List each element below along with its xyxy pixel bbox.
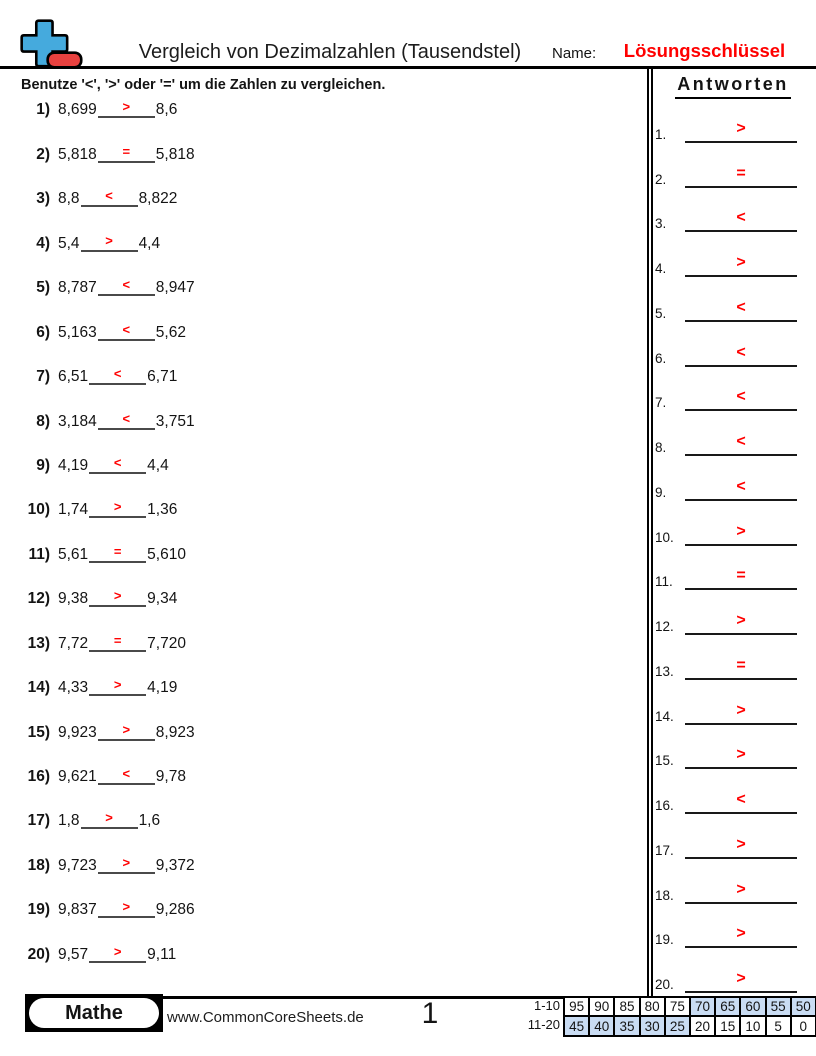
problem-answer-blank xyxy=(89,941,146,963)
problem-answer-blank xyxy=(98,852,155,874)
problem-answer-symbol: < xyxy=(122,321,131,337)
answers-heading: Antworten xyxy=(675,74,791,99)
problem-answer-blank xyxy=(81,807,138,829)
problem-number: 2) xyxy=(36,145,50,163)
problem-answer-blank xyxy=(98,408,155,430)
answer-row xyxy=(652,948,812,993)
problem-right-value: 1,6 xyxy=(138,812,161,830)
problem-row xyxy=(22,563,637,607)
answer-number: 11. xyxy=(655,574,673,590)
answer-number: 2. xyxy=(655,171,667,187)
problem-right-value: 9,11 xyxy=(147,945,177,963)
problem-left-value: 4,19 xyxy=(58,456,89,474)
problem-answer-blank xyxy=(89,452,146,474)
problem-right-value: 4,4 xyxy=(138,234,161,252)
instruction-text: Benutze '<', '>' oder '=' um die Zahlen zu vergleichen. xyxy=(21,77,386,93)
problem-left-value: 8,699 xyxy=(58,101,97,119)
problem-left-value: 9,621 xyxy=(58,768,97,785)
score-row1-label: 1-10 xyxy=(533,998,560,1013)
answer-symbol: > xyxy=(736,970,746,987)
problem-right-value: 3,751 xyxy=(155,412,195,430)
problem-row xyxy=(22,874,637,918)
answer-row xyxy=(652,411,812,456)
problem-number: 8) xyxy=(36,412,50,430)
answer-blank xyxy=(685,298,797,322)
problem-row xyxy=(22,474,637,518)
problem-left-value: 9,837 xyxy=(58,901,97,919)
answer-row xyxy=(652,232,812,277)
problem-answer-symbol: < xyxy=(105,188,113,204)
answer-row xyxy=(652,98,812,143)
problem-answer-blank xyxy=(98,141,155,163)
score-row-2 xyxy=(564,1016,816,1035)
problem-row xyxy=(22,785,637,829)
problem-left-value: 1,74 xyxy=(58,501,89,519)
answer-row xyxy=(652,143,812,188)
answer-blank xyxy=(685,477,797,501)
answer-row xyxy=(652,188,812,233)
score-row-1 xyxy=(564,997,816,1016)
answer-row xyxy=(652,546,812,591)
answer-number: 3. xyxy=(655,216,667,232)
problem-number: 18) xyxy=(27,856,50,874)
answer-symbol: > xyxy=(736,612,746,629)
answer-symbol: < xyxy=(736,477,746,495)
answer-key-label: Lösungsschlüssel xyxy=(623,40,786,61)
answer-blank xyxy=(685,208,797,232)
problem-left-value: 8,787 xyxy=(58,279,97,297)
problem-right-value: 8,923 xyxy=(155,723,195,741)
problem-answer-blank xyxy=(98,763,155,785)
answer-symbol: = xyxy=(736,567,746,585)
name-label: Name: xyxy=(552,45,597,62)
problem-answer-blank xyxy=(98,896,155,918)
problem-row xyxy=(22,118,637,162)
problem-row xyxy=(22,829,637,873)
problem-left-value: 9,923 xyxy=(58,723,97,741)
answer-blank xyxy=(685,835,797,859)
score-cell: 40 xyxy=(589,1016,614,1035)
answer-row xyxy=(652,590,812,635)
answer-symbol: > xyxy=(736,746,746,764)
answer-row xyxy=(652,814,812,859)
problem-number: 12) xyxy=(27,590,50,608)
website-url: www.CommonCoreSheets.de xyxy=(167,1009,364,1026)
score-cell: 90 xyxy=(589,997,614,1016)
problem-answer-symbol: < xyxy=(113,366,122,382)
score-row2-label: 11-20 xyxy=(527,1016,560,1032)
problem-left-value: 6,51 xyxy=(58,368,89,386)
problem-left-value: 3,184 xyxy=(58,412,97,430)
problem-right-value: 5,610 xyxy=(147,545,186,563)
answer-row xyxy=(652,277,812,322)
answer-row xyxy=(652,859,812,904)
answer-number: 4. xyxy=(655,261,667,276)
problem-right-value: 4,19 xyxy=(147,679,178,697)
score-cell: 35 xyxy=(614,1016,639,1035)
problem-right-value: 5,62 xyxy=(155,323,186,341)
problem-right-value: 9,286 xyxy=(155,901,195,919)
subject-badge xyxy=(25,994,163,1032)
answer-number: 1. xyxy=(655,126,667,142)
answer-number: 14. xyxy=(655,708,674,724)
problem-answer-symbol: < xyxy=(122,277,131,293)
problem-number: 11) xyxy=(28,545,50,563)
problem-answer-blank xyxy=(89,630,146,652)
answer-symbol: < xyxy=(736,343,746,361)
problem-row xyxy=(22,385,637,429)
answer-number: 12. xyxy=(655,619,674,634)
problem-left-value: 5,163 xyxy=(58,323,97,341)
problem-number: 17) xyxy=(27,812,50,830)
score-table-grid xyxy=(563,996,816,1037)
score-cell: 75 xyxy=(665,997,690,1016)
answer-row xyxy=(652,322,812,367)
problem-row xyxy=(22,207,637,251)
answer-symbol: < xyxy=(736,433,746,450)
answer-number: 8. xyxy=(655,440,667,455)
answers-list xyxy=(652,98,812,993)
answer-blank xyxy=(685,566,797,590)
subject-badge-label: Mathe xyxy=(65,1001,123,1024)
problem-number: 20) xyxy=(27,945,50,963)
score-cell: 10 xyxy=(740,1016,765,1035)
problem-right-value: 9,372 xyxy=(155,856,195,874)
answer-symbol: < xyxy=(736,209,746,227)
problem-left-value: 7,72 xyxy=(58,634,89,652)
answer-number: 10. xyxy=(655,529,674,545)
answer-blank xyxy=(685,924,797,948)
problem-number: 6) xyxy=(36,323,50,341)
problems-list xyxy=(22,74,637,963)
answer-row xyxy=(652,904,812,949)
answer-symbol: > xyxy=(736,119,746,137)
answer-blank xyxy=(685,432,797,456)
answer-symbol: > xyxy=(736,701,746,719)
score-cell: 15 xyxy=(715,1016,740,1035)
score-cell: 45 xyxy=(564,1016,589,1035)
problem-answer-symbol: = xyxy=(122,143,131,159)
problem-right-value: 8,6 xyxy=(155,101,178,119)
answer-blank xyxy=(685,611,797,635)
answer-blank xyxy=(685,253,797,277)
answer-row xyxy=(652,501,812,546)
problem-number: 16) xyxy=(27,768,50,785)
plus-minus-logo-graphic xyxy=(20,18,84,70)
problem-answer-blank xyxy=(98,319,155,341)
answer-symbol: > xyxy=(736,522,746,540)
problem-answer-blank xyxy=(98,719,155,741)
problem-left-value: 4,33 xyxy=(58,679,89,697)
problem-answer-symbol: > xyxy=(113,677,122,693)
subject-badge-pill xyxy=(29,998,159,1028)
score-cell: 65 xyxy=(715,997,740,1016)
problem-answer-blank xyxy=(98,274,155,296)
problem-row xyxy=(22,741,637,785)
answer-number: 6. xyxy=(655,350,667,366)
problem-answer-symbol: > xyxy=(105,232,113,248)
problem-row xyxy=(22,341,637,385)
answer-blank xyxy=(685,387,797,411)
problem-answer-blank xyxy=(81,185,138,207)
answer-blank xyxy=(685,880,797,904)
answer-symbol: < xyxy=(736,791,746,808)
score-cell: 85 xyxy=(614,997,639,1016)
problem-left-value: 5,61 xyxy=(58,545,89,563)
problem-number: 7) xyxy=(36,368,50,386)
answers-heading-wrap xyxy=(653,74,813,99)
answer-row xyxy=(652,456,812,501)
problem-answer-symbol: = xyxy=(113,543,122,559)
answer-blank xyxy=(685,969,797,993)
answer-blank xyxy=(685,745,797,769)
answer-symbol: > xyxy=(736,835,746,853)
problem-row xyxy=(22,918,637,962)
answer-row xyxy=(652,635,812,680)
answer-number: 5. xyxy=(655,305,667,321)
problem-answer-symbol: > xyxy=(105,810,113,826)
problem-answer-symbol: > xyxy=(122,721,131,737)
problem-number: 14) xyxy=(27,679,50,697)
problem-right-value: 7,720 xyxy=(147,634,186,652)
answer-number: 17. xyxy=(655,842,674,858)
problem-number: 15) xyxy=(27,723,50,741)
problem-answer-symbol: > xyxy=(113,499,122,515)
problem-right-value: 4,4 xyxy=(147,456,169,474)
problem-answer-blank xyxy=(89,363,146,385)
answer-row xyxy=(652,725,812,770)
problem-right-value: 8,947 xyxy=(155,279,195,297)
score-cell: 70 xyxy=(690,997,715,1016)
problem-answer-symbol: < xyxy=(122,766,131,781)
answer-number: 15. xyxy=(655,753,674,769)
score-cell: 30 xyxy=(640,1016,665,1035)
problem-answer-symbol: > xyxy=(122,854,131,870)
problem-right-value: 6,71 xyxy=(147,368,178,386)
answer-blank xyxy=(685,522,797,546)
score-cell: 95 xyxy=(564,997,589,1016)
problem-answer-symbol: = xyxy=(113,632,122,648)
problem-number: 1) xyxy=(36,101,50,119)
answer-blank xyxy=(685,119,797,143)
answer-blank xyxy=(685,790,797,814)
answer-number: 16. xyxy=(655,798,674,813)
problem-row xyxy=(22,652,637,696)
score-cell: 25 xyxy=(665,1016,690,1035)
page-number: 1 xyxy=(421,997,439,1030)
problem-number: 10) xyxy=(27,501,50,519)
answer-number: 9. xyxy=(655,484,667,500)
problem-answer-symbol: > xyxy=(113,588,122,604)
problem-right-value: 9,78 xyxy=(155,768,186,785)
score-cell: 55 xyxy=(766,997,791,1016)
header-divider-line xyxy=(0,66,816,69)
problem-row xyxy=(22,163,637,207)
problem-row xyxy=(22,430,637,474)
problem-answer-blank xyxy=(89,585,146,607)
problem-row xyxy=(22,607,637,651)
answer-symbol: < xyxy=(736,388,746,406)
answer-row xyxy=(652,367,812,412)
answer-row xyxy=(652,680,812,725)
answer-blank xyxy=(685,701,797,725)
score-cell: 0 xyxy=(791,1016,816,1035)
problem-right-value: 8,822 xyxy=(138,190,178,208)
answer-symbol: = xyxy=(736,656,746,674)
problem-row xyxy=(22,296,637,340)
answer-blank xyxy=(685,656,797,680)
answer-number: 13. xyxy=(655,663,674,679)
problem-row xyxy=(22,74,637,118)
problem-left-value: 9,38 xyxy=(58,590,89,608)
problem-row xyxy=(22,518,637,562)
answer-number: 18. xyxy=(655,887,674,903)
worksheet-title: Vergleich von Dezimalzahlen (Tausendstel) xyxy=(138,41,522,63)
answer-row xyxy=(652,769,812,814)
problem-row xyxy=(22,696,637,740)
problem-answer-blank xyxy=(89,541,146,563)
problem-answer-blank xyxy=(81,230,138,252)
answer-number: 7. xyxy=(655,395,667,411)
answer-symbol: = xyxy=(736,164,746,182)
answer-number: 19. xyxy=(655,932,674,948)
problem-number: 3) xyxy=(36,190,50,208)
score-table xyxy=(523,996,816,1037)
score-cell: 80 xyxy=(640,997,665,1016)
score-cell: 5 xyxy=(766,1016,791,1035)
problem-answer-blank xyxy=(89,496,146,518)
problem-left-value: 9,723 xyxy=(58,856,97,874)
problem-answer-symbol: > xyxy=(122,899,131,915)
problem-number: 5) xyxy=(36,279,50,297)
answer-blank xyxy=(685,164,797,188)
problem-answer-symbol: > xyxy=(122,99,131,115)
problem-left-value: 9,57 xyxy=(58,945,89,963)
score-cell: 50 xyxy=(791,997,816,1016)
problem-number: 13) xyxy=(27,634,50,652)
problem-number: 19) xyxy=(27,901,50,919)
answer-symbol: > xyxy=(736,254,746,271)
problem-left-value: 8,8 xyxy=(58,190,80,208)
problem-answer-symbol: < xyxy=(113,454,122,470)
score-table-labels xyxy=(523,996,560,1037)
score-cell: 60 xyxy=(740,997,765,1016)
problem-answer-symbol: > xyxy=(113,943,122,959)
answer-symbol: < xyxy=(736,298,746,316)
problem-number: 4) xyxy=(36,234,50,252)
problem-right-value: 1,36 xyxy=(147,501,178,519)
problem-left-value: 1,8 xyxy=(58,812,80,830)
problem-right-value: 9,34 xyxy=(147,590,178,608)
problem-number: 9) xyxy=(36,456,50,474)
problem-answer-blank xyxy=(89,674,146,696)
problem-answer-blank xyxy=(98,96,155,118)
problem-left-value: 5,818 xyxy=(58,145,97,163)
problem-row xyxy=(22,252,637,296)
answer-symbol: > xyxy=(736,880,746,898)
plus-minus-logo xyxy=(20,18,84,70)
problem-left-value: 5,4 xyxy=(58,234,80,252)
answer-number: 20. xyxy=(655,977,674,992)
problem-right-value: 5,818 xyxy=(155,145,195,163)
answer-symbol: > xyxy=(736,925,746,943)
problem-answer-symbol: < xyxy=(122,410,131,426)
answer-blank xyxy=(685,343,797,367)
score-cell: 20 xyxy=(690,1016,715,1035)
